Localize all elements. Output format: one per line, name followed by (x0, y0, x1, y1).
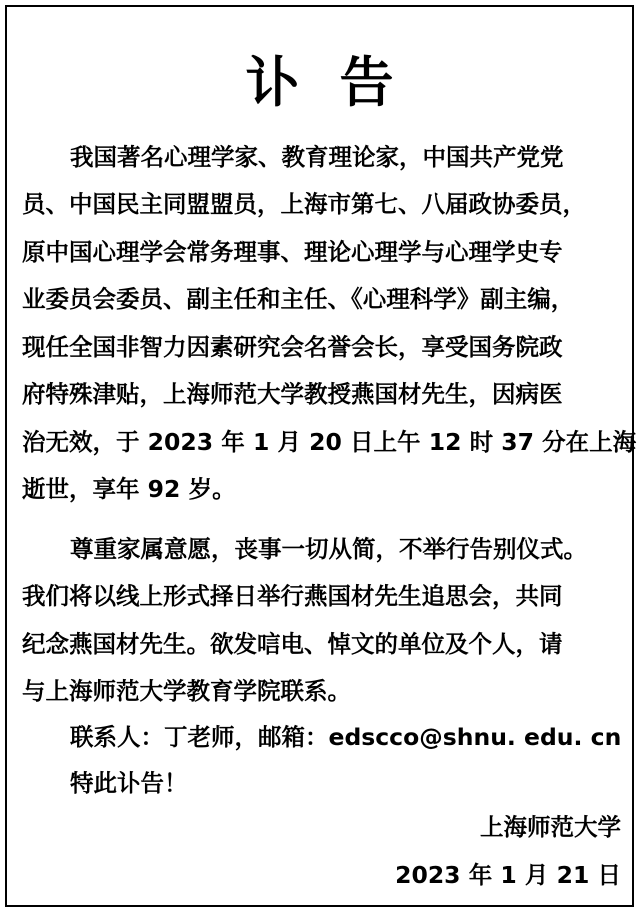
paragraph-line: 纪念燕国材先生。欲发唁电、悼文的单位及个人，请 (22, 630, 563, 658)
paragraph-line: 我们将以线上形式择日举行燕国材先生追思会，共同 (22, 582, 563, 610)
paragraph-line: 治无效，于 2023 年 1 月 20 日上午 12 时 37 分在上海 (22, 428, 637, 456)
paragraph-line: 员、中国民主同盟盟员，上海市第七、八届政协委员， (22, 190, 586, 218)
paragraph-line: 业委员会委员、副主任和主任、《心理科学》副主编， (22, 285, 575, 313)
paragraph-line: 原中国心理学会常务理事、理论心理学与心理学史专 (22, 238, 563, 266)
paragraph-line: 府特殊津贴，上海师范大学教授燕国材先生，因病医 (22, 380, 563, 408)
page-title: 讣告 (245, 50, 434, 114)
paragraph-line: 与上海师范大学教育学院联系。 (22, 677, 351, 705)
closing-line: 特此讣告！ (70, 769, 188, 797)
paragraph-line: 现任全国非智力因素研究会名誉会长，享受国务院政 (22, 333, 563, 361)
signature-date: 2023 年 1 月 21 日 (395, 861, 621, 889)
signature-org: 上海师范大学 (480, 813, 621, 841)
paragraph-line: 我国著名心理学家、教育理论家，中国共产党党 (70, 143, 564, 171)
paragraph-line: 逝世，享年 92 岁。 (22, 475, 236, 503)
paragraph-line: 尊重家属意愿，丧事一切从简，不举行告别仪式。 (70, 535, 587, 563)
contact-line: 联系人：丁老师，邮箱：edscco@shnu. edu. cn (70, 723, 622, 751)
